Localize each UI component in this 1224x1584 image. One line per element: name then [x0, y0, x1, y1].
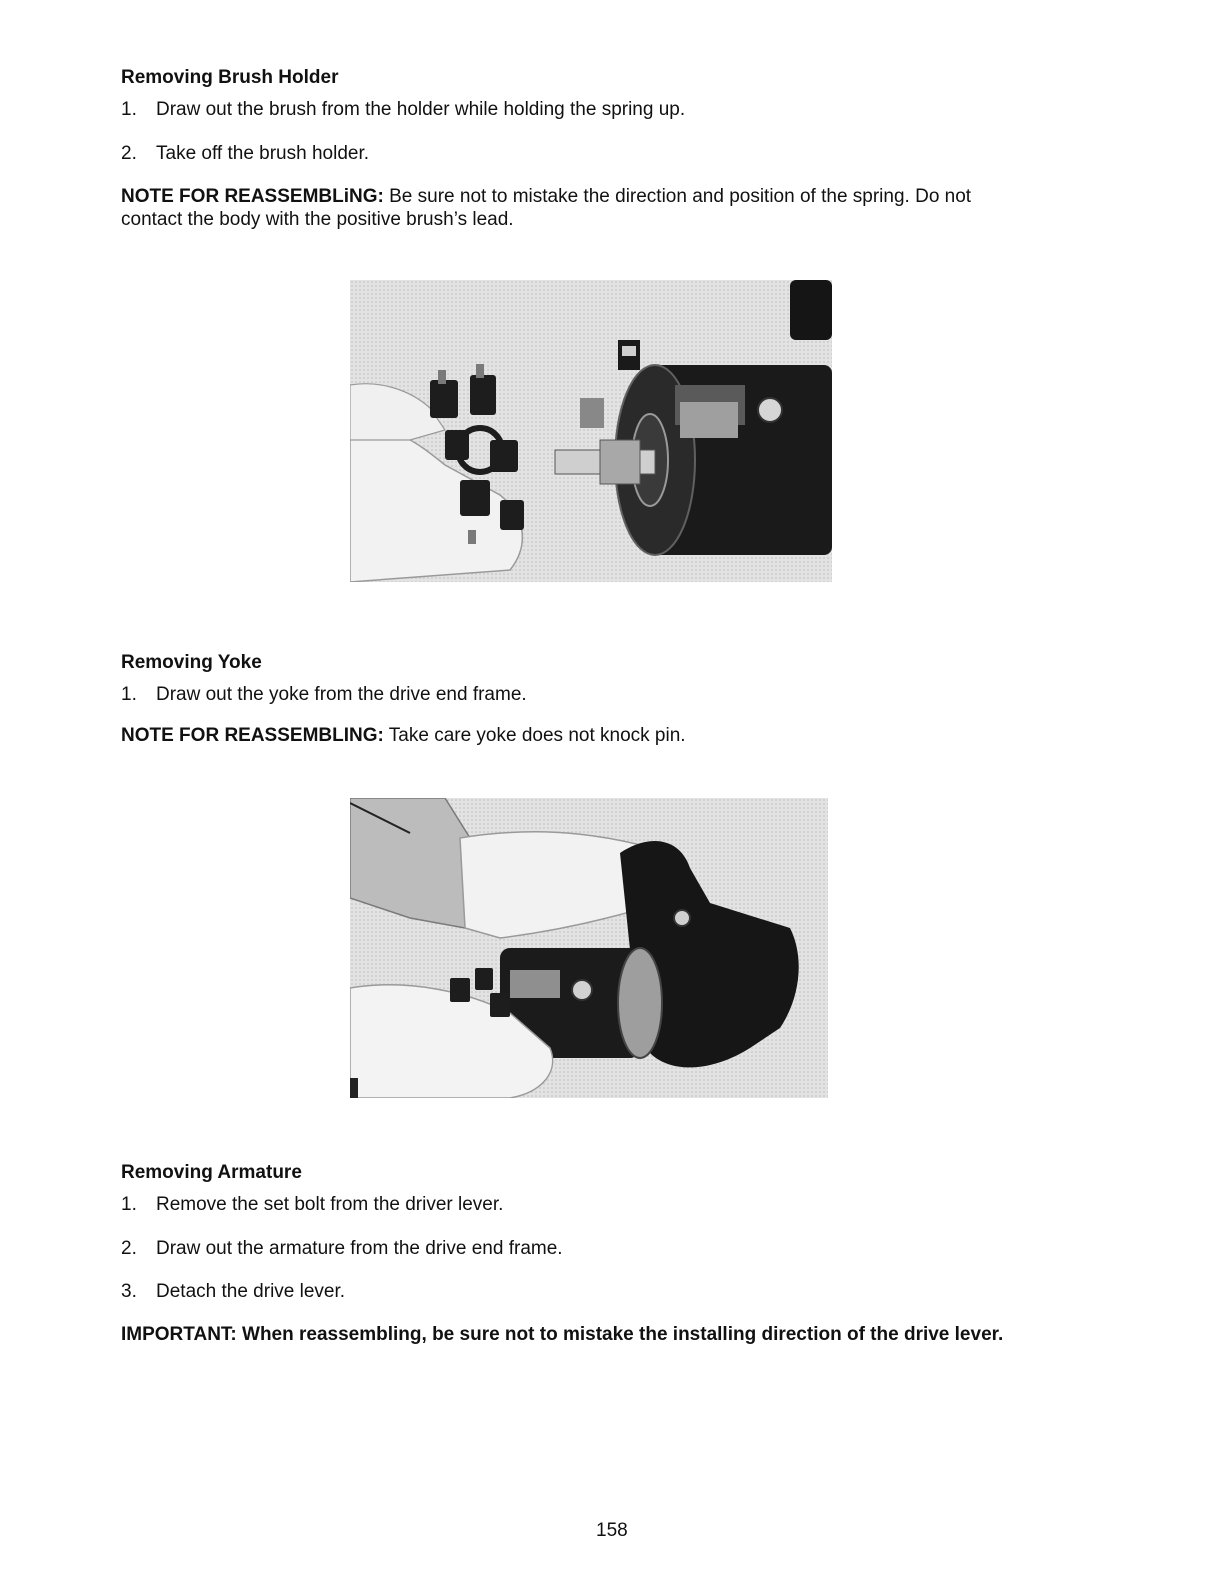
step-number: 2. — [121, 143, 137, 164]
note-reassembling-yoke — [121, 724, 1011, 747]
heading-removing-armature: Removing Armature — [121, 1162, 302, 1183]
step-1-yoke — [121, 684, 527, 706]
step-3-armature — [121, 1281, 345, 1303]
photo-yoke-removal — [350, 798, 828, 1098]
step-number: 3. — [121, 1281, 137, 1302]
step-number: 1. — [121, 1194, 137, 1215]
note-reassembling-brush — [121, 185, 1011, 231]
step-text: Draw out the brush from the holder while holding the spring up. — [156, 99, 686, 120]
step-text: Take off the brush holder. — [156, 143, 370, 164]
step-number: 1. — [121, 684, 137, 705]
note-text: Be sure not to mistake the direction and position of the spring. Do not contact the body with the positive brush’s lead. — [121, 186, 972, 230]
page-number: 158 — [596, 1520, 628, 1541]
step-number: 1. — [121, 99, 137, 120]
note-lead: NOTE FOR REASSEMBLiNG: — [121, 186, 384, 207]
step-text: Draw out the yoke from the drive end frame. — [156, 684, 527, 705]
important-note-drive-lever: IMPORTANT: When reassembling, be sure not to mistake the installing direction of the drive lever. — [121, 1324, 1004, 1345]
step-text: Remove the set bolt from the driver lever. — [156, 1194, 504, 1215]
step-number: 2. — [121, 1238, 137, 1259]
step-2-armature — [121, 1238, 563, 1260]
step-text: Detach the drive lever. — [156, 1281, 346, 1302]
step-2-brush-holder — [121, 143, 369, 165]
step-1-brush-holder — [121, 99, 685, 121]
note-text: Take care yoke does not knock pin. — [383, 725, 686, 746]
step-text: Draw out the armature from the drive end frame. — [156, 1238, 563, 1259]
note-lead: NOTE FOR REASSEMBLING: — [121, 725, 384, 746]
heading-removing-brush-holder: Removing Brush Holder — [121, 67, 339, 88]
step-1-armature — [121, 1194, 503, 1216]
heading-removing-yoke: Removing Yoke — [121, 652, 262, 673]
photo-brush-holder-removal — [350, 280, 832, 582]
